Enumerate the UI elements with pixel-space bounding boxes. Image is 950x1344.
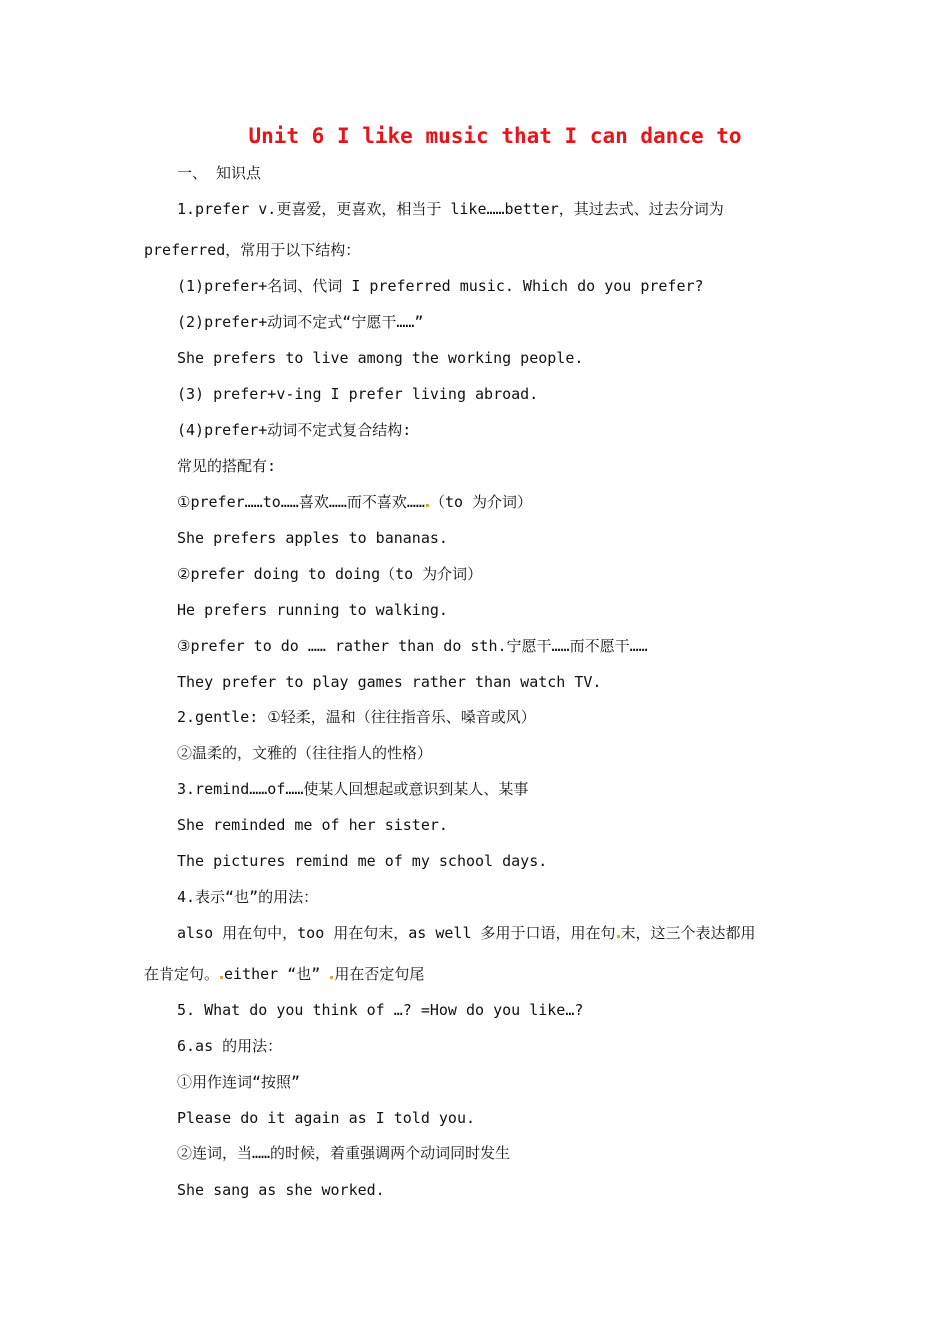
text-segment: 末，这三个表达都用 — [620, 924, 756, 942]
text-line: They prefer to play games rather than watch TV. — [177, 673, 602, 691]
text-line: (2)prefer+动词不定式“宁愿干……” — [177, 313, 424, 331]
text-line — [177, 923, 756, 943]
text-segment: 用在否定句尾 — [334, 965, 425, 983]
text-segment: ①prefer……to……喜欢……而不喜欢…… — [177, 493, 425, 511]
text-line: ③prefer to do …… rather than do sth.宁愿干……而不愿干…… — [177, 637, 648, 655]
text-line — [177, 492, 532, 512]
text-line: She prefers apples to bananas. — [177, 529, 448, 547]
text-line — [144, 964, 424, 984]
text-line: The pictures remind me of my school days. — [177, 852, 548, 870]
document-title: Unit 6 I like music that I can dance to — [248, 124, 742, 148]
text-line: 4.表示“也”的用法： — [177, 888, 319, 906]
text-line: preferred，常用于以下结构： — [144, 241, 361, 259]
text-line: (4)prefer+动词不定式复合结构: — [177, 421, 412, 439]
text-line: 1.prefer v.更喜爱，更喜欢，相当于 like……better，其过去式、过去分词为 — [177, 200, 724, 218]
text-segment: 在肯定句。 — [144, 965, 220, 983]
ink-dot — [617, 935, 620, 938]
text-line: She prefers to live among the working people. — [177, 349, 584, 367]
text-line: ②连词，当……的时候，着重强调两个动词同时发生 — [177, 1144, 511, 1162]
text-line: 2.gentle: ①轻柔，温和（往往指音乐、嗓音或风） — [177, 708, 536, 726]
text-line: 6.as 的用法： — [177, 1037, 283, 1055]
text-line: She sang as she worked. — [177, 1181, 385, 1199]
text-segment: also 用在句中，too 用在句末，as well 多用于口语，用在句 — [177, 924, 616, 942]
text-line: ②prefer doing to doing（to 为介词） — [177, 565, 483, 583]
text-line: He prefers running to walking. — [177, 601, 448, 619]
section-heading: 一、 知识点 — [177, 164, 262, 182]
text-line: (3) prefer+v-ing I prefer living abroad. — [177, 385, 539, 403]
text-line: (1)prefer+名词、代词 I preferred music. Which do you prefer? — [177, 277, 704, 295]
text-segment: （to 为介词） — [429, 493, 533, 511]
text-segment: either “也” — [224, 965, 321, 983]
ink-dot — [330, 976, 333, 979]
text-line: 3.remind……of……使某人回想起或意识到某人、某事 — [177, 780, 529, 798]
ink-dot — [426, 504, 429, 507]
text-line: 5. What do you think of …? =How do you like…? — [177, 1001, 584, 1019]
text-line: She reminded me of her sister. — [177, 816, 448, 834]
text-line: 常见的搭配有: — [177, 457, 277, 475]
text-line: Please do it again as I told you. — [177, 1109, 476, 1127]
text-line: ②温柔的，文雅的（往往指人的性格） — [177, 744, 433, 762]
ink-dot — [220, 976, 223, 979]
text-line: ①用作连词“按照” — [177, 1073, 301, 1091]
